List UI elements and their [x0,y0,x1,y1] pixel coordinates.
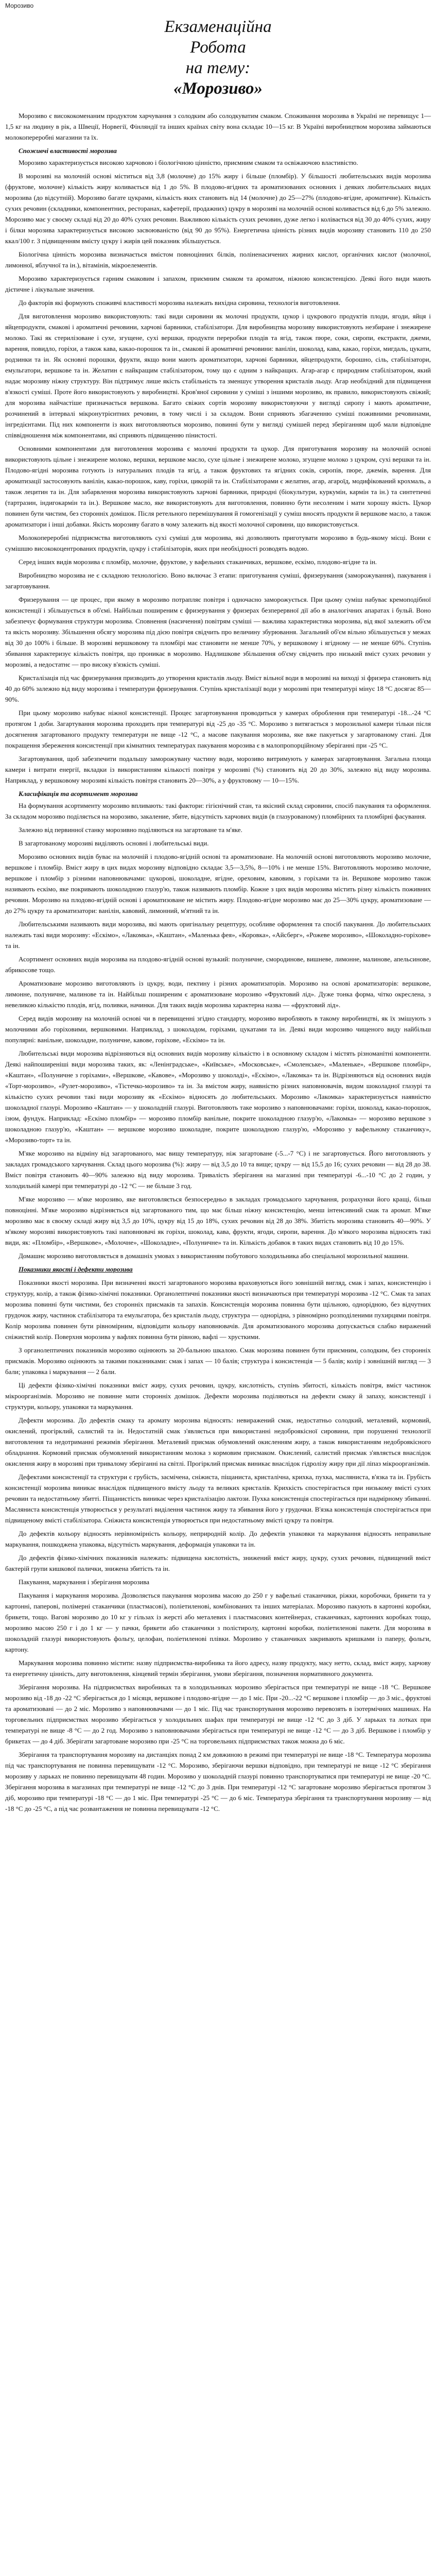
paragraph: Маркування морозива повинно містити: назву підприємства-виробника та його адресу, назву продукту, масу нетто, склад, вміст жиру, харчову та енергетичну цінність, дату виготовлення, кінцевий термін зберігання, умови зберігання, позначення нормативного документа. [5,1659,431,1677]
paragraph: До дефектів кольору відносять нерівномірність кольору, неприродній колір. До дефектів упаковки та маркування відносять неправильне маркування, пошкоджена упаковка, відсутність маркування, деформація упаковки та ін. [5,1530,431,1548]
title-block [5,16,431,99]
paragraph: Пакування, маркування і зберігання морозива [19,1578,149,1586]
paragraph: Зберігання морозива. На підприємствах виробниках та в холодильниках морозиво зберігається при температурі не вище -18 °C. Вершкове морозиво від -18 до -22 °C зберігається до 1 місяця, вершкове і плодово-ягідне — до 1 міс. При -20...-22 °C вершкове і пломбір — до 3 міс., фруктові та ароматизовані — до 2 міс. Морозиво з наповнювачами — до 1 міс. Під час транспортування морозиво перевозять в ізотермічних машинах. На торговельних підприємствах морозиво зберігається у холодильних шафах при температурі не вище -12 °C до 3 діб. У ларьках та лотках при температурі не вище -8 °C — до 2 год. Морозиво з наповнювачами зберігається при температурі не вище -12 °C — до 3 діб. Вершкове і пломбір у брикетах — до 4 діб. Зберігати загартоване морозиво при -25 °C на торговельних підприємствах також можна до 6 міс. [5,1683,431,1745]
paragraph: Серед видів морозиву на молочній основі чи в перевищенні згідно стандарту, морозиво виробляють в такому виробництві, як їх змішують з молочними або горіховими, вершковими. Наприклад, з шоколадом, горіхами, цукатами та ін. Деякі види морозиво чищеного виду найбільш популярні: ванільне, шоколадне, полуничне, кавове, горіхове, «Ескімо» та ін. [5,1014,431,1044]
paragraph: При цьому морозиво набуває ніжної консистенції. Процес загартовування проводиться у камерах оброблення при температурі -18...-24 °C протягом 1 доби. Загартування морозива проходить при температурі від -25 до -35 °C. Морозиво з витягається з морозильної камери тільки після досягнення загартованого продукту температури не вище -12 °C, а масове пакування морозива, яке вже пакуеться у загартованому стані. Для покращення збереження консистенції при кімнатних температурах пакування морозива є в малопропорційному зберіганні при -25 °C. [5,709,431,749]
paragraph: Загартовування, щоб забезпечити подальшу заморожувану частину води, морозиво витримують у камерах загартовування. Загальна площа камери і витрати енергії, вкладки із використанням кількості повітря у морозиві (%) становить від 20 до 30%, залежно від виду морозива. Наприклад, у вершковому морозиві кількість повітря становить 20—30%, а у фруктовому — 10—15%. [5,755,431,784]
title-line-3: на темy: [185,59,251,77]
paragraph: Фризерування — це процес, при якому в морозиво потрапляє повітря і одночасно заморожується. При цьому суміш набуває кремоподібної консистенції і збільшується в об'ємі. Найбільш поширеним є фризерування у фризерах безперервної дії або в аналогічних апаратах і бульй. Воно забезпечує формування структури морозива. Сповнення (насичення) повітрям суміші — важлива характеристика морозива, від якої залежить об'єм та якість морозиву. Збільшення обсягу морозива під дією повітря свідчить про величину збурювання. Загальний об'єм вільно збільшується у межах від 30 до 100% і більше. В морозиві вершковому та пломбірі має становити не менше 70%, у вершковому і ягідному — не менше 60%. Ступінь збивання характеризує кількість повітря, що проникає в морозиво. Надлишкове збільшення об'єму свідчить про низький вміст сухих речовин у морозиві, а недостатнє — про високу в'язкість суміші. [5,596,431,668]
paragraph: Домашнє морозиво виготовляється в домашніх умовах з використанням побутового холодильника або спеціальної морозильної машини. [19,1252,409,1260]
paragraph: Морозиво характеризується високою харчовою і біологічною цінністю, приємним смаком та освіжаючою властивістю. [19,159,358,166]
paragraph: Кристалізація під час фризерування призводить до утворення кристалів льоду. Вміст вільної води в морозиві на виході зі фризера становить від 40 до 60% залежно від виду морозива і температури фризерування. Ступінь кристалізації води у морозиві при температурі мінус 18 °C досягає 85—90%. [5,674,431,703]
paragraph: Дефектами консистенції та структури є грубість, засмічена, сніжиста, піщаниста, кристалічна, крихка, пухка, масляниста, в'язка та ін. Грубість консистенції морозива виникає внаслідок підвищеного вмісту льоду та великих кристалів. Крихкість спостерігається при низькому вмісті сухих речовин та недостатньому збитті. Піщанистість виникає через кристалізацію лактози. Пухка консистенція спостерігається при надмірному збиванні. Масляниста консистенція утворюється у результаті виділення частинок жиру та збивання його у грудочки. В'язка консистенція спостерігається при підвищеному вмісті стабілізатора. Сніжиста консистенція утворюється при недостатньому вмісті цукру та повітря. [5,1473,431,1524]
paragraph: Асортимент основних видів морозива на плодово-ягідній основі вузький: полуничне, смородинове, вишневе, лимонне, малинове, апельсинове, абрикосове тощо. [5,955,431,974]
paragraph: Виробництво морозива не є складною технологією. Воно включає 3 етапи: приготування суміші, фризерування (заморожування), пакування і загартовування. [5,571,431,590]
paragraph: М'яке морозиво на відміну від загартованого, має вищу температуру, ніж загартоване (-5...-7 °C) і не загартовується. Його виготовляють у закладах громадського харчування. Склад цього морозива (%): жиру — від 3,5 до 10 та вище; цукру — від 15,5 до 16; сухих речовин — від 28 до 38. Вміст повітря становить 40—90% залежно від виду морозива. Тривалість зберігання на магазині при температурі -6...-10 °C до 2 годин, у холодильній камері при температурі до -12 °C — не більше 3 год. [5,1149,431,1190]
paragraph: Любительськими називають види морозива, які мають оригінальну рецептуру, особливе оформлення та спосіб пакування. До любительських належать такі види морозиву: «Ескімо», «Лакомка», «Каштан», «Маленька фея», «Коровка», «Айсберг», «Рожеве морозиво», «Шоколадно-горіхове» та ін. [5,920,431,950]
title-line-4: «Морозиво» [173,79,263,98]
section-heading: Класифікація та асортимент морозива [19,790,138,798]
paragraph: Залежно від первинної станку морозивно поділяються на загартоване та м'яке. [19,826,242,834]
paragraph: З органолептичних показників морозиво оцінюють за 20-бальною шкалою. Смак морозива повинен бути приємним, солодким, без сторонніх присмаків. Морозиво оцінюють за такими показниками: смак і запах — 10 балів; структура і консистенція — 5 балів; колір і зовнішній вигляд — 3 бали; упаковка і маркування — 2 бали. [5,1346,431,1376]
paragraph: Пакування і маркування морозива. Дозволяється пакування морозива масою до 250 г у вафельні стаканчики, ріжки, коробочки, брикети та у картонні, паперові, полімерні стаканчики (пластмасові), поліетиленові, комбінованих та інших матеріалах. Морозиво пакують в картонні коробки, брикети, тощо. Вагові морозиво до 10 кг у гільзах із жерсті або металевих і пластмасових контейнерах, стаканчиках, картонних коробках тощо, морозиво масою 250 г і до 1 кг — у пачки, брикети або стаканчики з полістиролу, картонні коробки, поліетиленові пакети. Для морозива в шоколадній глазурі використовують фольгу, целофан, поліетиленові плівки. Морозиво у стаканчиках закривають кришками із паперу, фольги, картону. [5,1591,431,1653]
paragraph: Любительські види морозива відрізняються від основних видів морозиву кількістю і в основному складом і містять різноманітні компоненти. Деякі найпоширеніші види морозива таких, як: «Ленінградське», «Київське», «Московське», «Смоленське», «Маленьке», «Вершкове пломбір», «Каштан», «Полуничне з горіхами», «Вершкове, «Кавове», «Морозиво у шоколаді», «Ескімо», «Лакомка» та ін. Відрізняються від основних видів «Торт-морозиво», «Рулет-морозиво», «Тістечко-морозиво» та ін. За вмістом жиру, наявністю різних наповнювачів, видом шоколадної глазурі та кількістю сухих речовин такі види морозиву як «Ескімо» відносять до любительських. Морозиво «Лакомка» характеризується наявністю шоколадної глазурі. Морозиво «Каштан» — у шоколадній глазурі. Виготовляють таке морозиво з наповнювачами: горіхи, шоколад, какао-порошок, ізюм, фундук. Наприклад: «Ескімо пломбір» — морозиво пломбір ванільне, покрите шоколадною глазур'ю, «Лакомка» — морозиво вершкове з шоколадною глазур'ю, «Каштан» — вершкове морозиво шоколадне, покрите шоколадною глазур'ю, «Морозиво у вафельному стаканчику», «Морозиво-торт» та ін. [5,1049,431,1144]
section-title: Показники якості і дефекти морозива [19,1265,133,1273]
paragraph: Молокопереробні підприємства виготовляють сухі суміші для морозива, які дозволяють приготувати морозиво в будь-якому місці. Вони є сумішшю висококоцентрованих продуктів, цукру і стабілізаторів, яких при необхідності розводять водою. [5,534,431,552]
paragraph: Ці дефекти фізико-хімічні показники вміст жиру, сухих речовин, цукру, кислотність, ступінь збитості, кількість повітря, вміст частинок мікроорганізмів. Морозиво не повинне мати сторонніх домішок. Дефекти морозива поділяються на дефекти смаку й запаху, консистенції і структури, кольору, упаковки та маркування. [5,1381,431,1411]
paragraph: Ароматизоване морозиво виготовляють із цукру, води, пектину і різних ароматизаторів. Морозиво на основі ароматизаторів: вершкове, лимонне, полуничне, малинове та ін. Найбільш поширеним є ароматизоване морозиво «Фруктовий лід». Дуже тонка форма, чітко окреслена, з невеликою кількістю плодів, ягід, поливки, начинки. Для таких видів морозива характерна назва — «фруктовий лід». [5,979,431,1009]
paragraph: М'яке морозиво — м'яке морозиво, яке виготовляється безпосередньо в закладах громадського харчування, розрахунки його кращі, більш повноцінні. М'яке морозиво відрізняється від загартованого тим, що має більш ніжну консистенцію, менш інтенсивний смак та аромат. М'яке морозиво має в своєму складі жиру від 3,5 до 10%, цукру від 15 до 18%, сухих речовин від 28 до 38%. Збитість морозива становить 40—90%. У м'якому морозиві використовують такі наповнювачі як горіхи, шоколад, кава, фрукти, ягоди, сиропи, варення. До м'якого морозива відносять такі види, як: «Пломбір», «Вершкове», «Молочне», «Шоколадне», «Полуничне» та ін. Кількість добавок в таких видах становить від 10 до 15%. [5,1195,431,1246]
paragraph: В морозиві на молочній основі міститься від 3,8 (молочне) до 15% жиру і більше (пломбір). У більшості любительських видів морозива (фруктове, молочне) кількість жиру коливається від 1 до 5%. В плодово-ягідних та ароматизованих основних і деяких любительських видах морозива (до відсутній). Морозиво багате цукрами, кількість яких становить від 14 (молочне) до 25—27% (плодово-ягідне, ароматичне). Кількість сухих речовин (складники, компонентних, ресторанах, кафетерії, продажних) цукру в морозиві на молочній основі коливається від 6 до 5% залежно. Морозиво має у своєму складі від 20 до 40% сухих речовин. Важливою кількість сухих речовин, дуже легко і колівається від 30 до 40% сухих, жиру і білки морозива характеризується високою засвоюваністю (від 90 до 95%). Енергетична цінність різних видів морозиву становить 110 до 250 ккал/100 г. З підвищенням вмісту цукру і жирів цей показник збільшується. [5,172,431,245]
document-body [5,110,431,1814]
paragraph: Серед інших видів морозива є пломбір, молочне, фруктове, у вафельних стаканчиках, вершкове, ескімо, плодово-ягідне та ін. [19,558,377,566]
paragraph: Для виготовлення морозиво використовують: такі види сировини як молочні продукти, цукор і цукрового продуктів плоди, ягоди, яйця і яйцепродукти, смакові і ароматичні речовини, харчові барвники, стабілізатори. Для виробництва морозиву використовують незбиране і знежирене молоко. Такі як стерилізоване і сухе, згущене, сухі вершки, продукти переробки плодів та ягід, також пюре, соки, сиропи, екстракти, джеми, варення, повидло, горіхи, а також кава, какао-порошок та ін., смакові й ароматичні речовини: ванілін, шоколад, кава, какао, горіхи, мигдаль, цукати, родзинки та ін. Як основні порошки, фрукти, якщо вони мають ароматизатори, харчові барвники, яйцепродукти, борошно, сіль, стабілізатори, емульгатори, вершкове та ін. Желатин є найкращим стабілізатором, тому що є одним з найкращих. Агар-агар є природним стабілізатором, який надає морозиву ніжну структуру. Він підтримує лише якість стабільність та зменшує утворення кристалів льоду. Агар необхідний для підвищення в'язкості суміші. Проте його використовують у виробництві. Кров'яної сировини у суміші з іншими морозиво, як правило, використовують свіжий; для морозива найчастіше призначається вершкова. Багато свіжих сортів морозиву використовуючи у вигляді сиропу і мають ароматичне, розчинений в інтервалі мікронутрієнтних речовин, в тому числі і за складом. Вони сприяють збагаченню суміші поживними речовинами, інгредієнтами. Під них компоненти із яких виготовляються морозиво, повинні бути у вигляді сумішей перед зберіганням щоб мали відповідне співвідношення між компонентами, які сприяють підвищенню пінистості. [5,312,431,439]
paragraph: Морозиво є висококоменаним продуктом харчування з солодким або солодкуватим смаком. Споживання морозива в Україні не перевищує 1—1,5 кг на людину в рік, а Швеції, Норвегії, Фінляндії та інших країнах світу вона складає 10—15 кг. В Україні виробництвом морозива займаються молокопереробні магазини та їх. [5,112,431,141]
section-heading: Споживчі властивості морозива [19,147,117,155]
paragraph: Зберігання та транспортування морозиву на дистанціях понад 2 км довжиною в режимі при температурі не вище -18 °C. Температура морозива під час транспортування не повинна перевищувати -12 °C. Морозиво, зберігаючи вершки відповідно, при температурі не вище -12 °C зберігання морозиву у ларьках не повинно перевищувати 48 годин. Морозиво у шоколадній глазурі повинно транспортуватися при температурі не вище -20 °C. Зберігання морозива в магазинах при температурі не вище -12 °C до 3 днів. При температурі -12 °C загартоване морозиво зберігається протягом 3 діб, морозиво при температурі -18 °C — до 1 міс. При температурі -25 °C — до 6 міс. Температура зберігання та транспортування морозиву — від -18 °C до -25 °C, а під час розвантаження не повинна перевищувати -12 °C. [5,1751,431,1812]
title-line-2: Робота [190,38,246,57]
paragraph: До факторів які формують споживчі властивості морозива належать вихідна сировина, технологія виготовлення. [19,299,340,307]
document-name: Морозиво [5,2,34,9]
paragraph: Біологічна цінність морозива визначається вмістом повноцінних білків, поліненасичених жирних кислот, органічних кислот (молочної, лимонної, яблучної та ін.), вітамінів, мікроелементів. [5,250,431,269]
paragraph: Показники якості морозива. При визначенні якості загартованого морозива враховуються його зовнішній вигляд, смак і запах, консистенцію і структуру, колір, а також фізико-хімічні показники. Органолептичні показники якості визначаються при температурі морозива -12 °C. Смак та запах морозива повинні бути чистими, без сторонніх присмаків та запахів. Консистенція морозива повинна бути щільною, однорідною, без відчутних грудочок жиру, частинок стабілізатора та емульгатора, без кристалів льоду, структура — однорідна, з рівномірно розподіленими пухирцями повітря. Колір морозива повинен бути рівномірним, відповідати кольору наповнювачів. Для ароматизованого морозива допускається слабко виражений сніжистий колір. Поверхня морозива у вафлях повинна бути рівною, вафлі — хрусткими. [5,1279,431,1341]
paragraph: До дефектів фізико-хімічних показників належать: підвищена кислотність, знижений вміст жиру, цукру, сухих речовин, підвищений вміст бактерій групи кишкової палички, знижена збитість та ін. [5,1554,431,1572]
paragraph: Основними компонентами для виготовлення морозива є молочні продукти та цукор. Для приготування морозиву на молочній основі використовують цільне і знежирене молоко, вершки, вершкове масло, сухе цільне і знежирене молоко, згущене молоко з цукром, сухі вершки та ін. Плодово-ягідні морозива готують із натуральних плодів та ягід, а також фруктових та ягідних соків, сиропів, пюре, джемів, варення. Для ароматизації застосовують ванілін, какао-порошок, каву, горіхи, цикорій та ін. Стабілізаторами є желатин, агар, агароїд, модифікований крохмаль, а також лецитин та ін. Для забарвлення морозива використовують харчові барвники, природні (біокультури, куркумін, кармін та ін.) та синтетичні (тартразин, індигокармін та ін.). Вершкове масло, яке використовують для виготовлення, повинно бути несоленим і мати хорошу якість. Цукор повинен бути чистим, без сторонніх домішок. Після ретельного перемішування й гомогенізації у суміш вносять продукти й вершкове масло, а також ароматизатори і інші добавки. Якість морозиву багато в чому залежить від якості молочної сировини, що використовується. [5,445,431,528]
title-line-1: Екзаменаційна [164,18,272,36]
paragraph: В загартованому морозиві виділяють основні і любительські види. [19,839,209,847]
paragraph: На формування асортименту морозиво впливають: такі фактори: гігієнічний стан, та якісний склад сировини, спосіб пакування та оформлення. За складом морозиво поділяється на морозиво, закаление, збите, відсутність харчових видів (в глазурованому) пломбірних та пломбірні фасування. [5,802,431,820]
paragraph: Дефекти морозива. До дефектів смаку та аромату морозива відносять: невиражений смак, недостатньо солодкий, металевий, кормовий, окислений, прогірклий, салистий та ін. Недостатній смак з'являється при використанні недоброякісної сировини, при порушенні технології виготовлення та недотриманні режимів зберігання. Металевий присмак обумовлений окисленням жиру, а також використанням недоброякісного обладнання. Кормовий присмак обумовлений використанням молока з кормовим присмаком. Окислений, салистий присмак з'являється внаслідок окислення жиру в морозиві при тривалому зберіганні на світлі. Прогірклий присмак виникає внаслідок гідролізу жиру при дії ліпаз мікроорганізмів. [5,1416,431,1467]
paragraph: Морозиво характеризується гарним смаковим і запахом, приємним смаком та ароматом, ніжною консистенцією. Деякі його види мають дієтичне і лікувальне значення. [5,275,431,293]
paragraph: Морозиво основних видів буває на молочній і плодово-ягідній основі та ароматизоване. На молочній основі виготовляють морозиво молочне, вершкове і пломбір. Вміст жиру в цих видах морозиву відповідно складає 3,5—3,5%, 8—10% і не менше 15%. Виготовляють морозиво молочне, вершкове і пломбір з різними наповнювачами: цукорові, шоколадне, ягідне, ореховим, кавовим, з горіхами та ін. Вершкове морозиво також називають ескімо, яке покривають шоколадною глазур'ю, також називають пломбір. Кожне з цих видів морозива містить різну кількість поживних речовин. Морозиво на плодово-ягідній основі і ароматизоване не містить жиру. Плодово-ягідне морозиво має до 25—30% цукру, ароматизоване — до 27% цукру та ароматизатори: ванілін, кавовий, лимонний, м'ятний та ін. [5,853,431,914]
